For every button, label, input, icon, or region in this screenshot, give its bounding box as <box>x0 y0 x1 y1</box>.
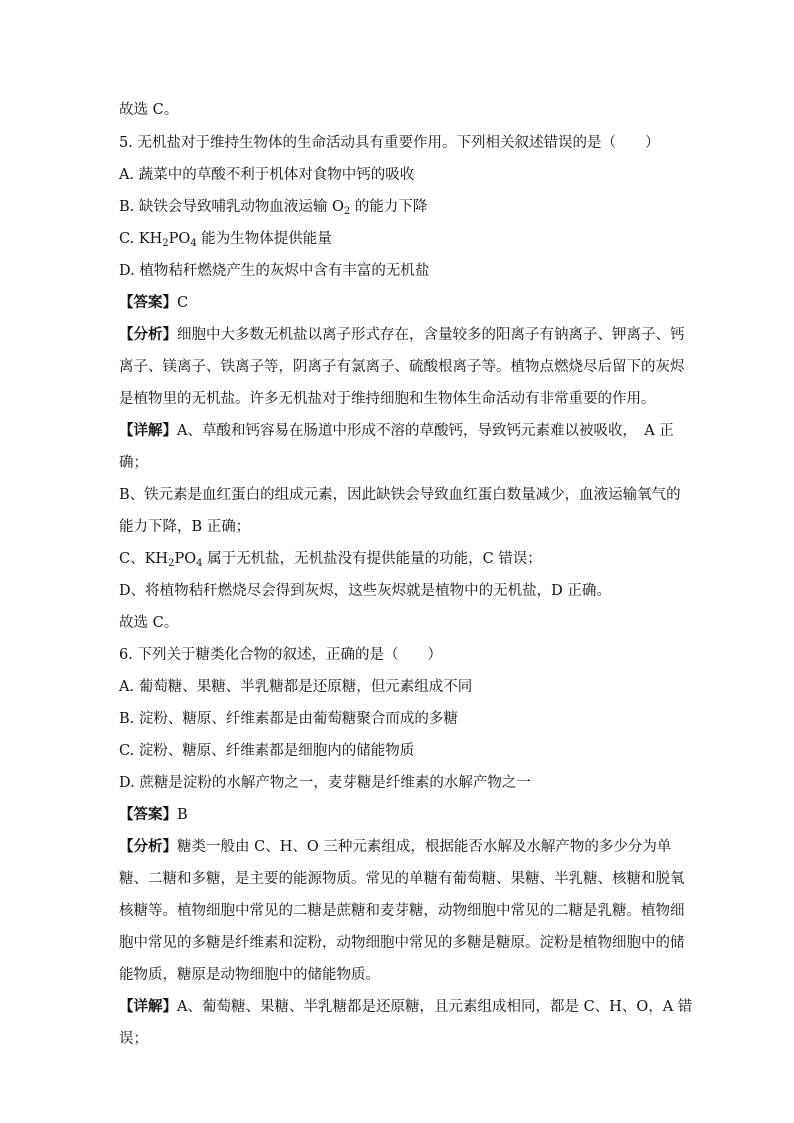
q5-detail-a-line-1 <box>119 421 674 441</box>
q5-analysis-line-2: 离子、镁离子、铁离子等，阴离子有氯离子、硫酸根离子等。植物点燃烧尽后留下的灰烬 <box>119 359 685 375</box>
q5-detail-d: D、将植物秸秆燃烧尽会得到灰烬，这些灰烬就是植物中的无机盐，D 正确。 <box>119 583 611 599</box>
q4-conclusion: 故选 C。 <box>119 102 179 118</box>
q5-detail-c-sub1: 2 <box>168 558 175 569</box>
q5-stem: 5. 无机盐对于维持生物体的生命活动具有重要作用。下列相关叙述错误的是（ ） <box>119 135 660 151</box>
q5-option-b <box>119 197 427 217</box>
q5-detail-c <box>119 549 542 569</box>
q6-option-c: C. 淀粉、糖原、纤维素都是细胞内的储能物质 <box>119 743 415 759</box>
q5-detail-a-line-2: 确； <box>119 455 148 471</box>
q6-option-d: D. 蔗糖是淀粉的水解产物之一，麦芽糖是纤维素的水解产物之一 <box>119 775 531 791</box>
q5-analysis-line-3: 是植物里的无机盐。许多无机盐对于维持细胞和生物体生命活动有非常重要的作用。 <box>119 391 656 407</box>
q5-detail-b-line-1: B、铁元素是血红蛋白的组成元素，因此缺铁会导致血红蛋白数量减少，血液运输氧气的 <box>119 487 681 503</box>
q6-analysis-line-5: 能物质，糖原是动物细胞中的储能物质。 <box>119 967 380 983</box>
q5-option-c <box>119 229 332 249</box>
q5-detail-a-text: A、草酸和钙容易在肠道中形成不溶的草酸钙，导致钙元素难以被吸收， A 正 <box>177 423 674 439</box>
q5-option-d: D. 植物秸秆燃烧产生的灰烬中含有丰富的无机盐 <box>119 263 430 279</box>
q5-answer-value: C <box>177 295 189 311</box>
q6-option-a: A. 葡萄糖、果糖、半乳糖都是还原糖，但元素组成不同 <box>119 679 473 695</box>
q5-option-a: A. 蔬菜中的草酸不利于机体对食物中钙的吸收 <box>119 167 415 183</box>
q6-detail-a-text: A、葡萄糖、果糖、半乳糖都是还原糖，且元素组成相同，都是 C、H、O，A 错 <box>177 999 693 1015</box>
q5-detail-c-sub2: 4 <box>196 558 203 569</box>
q5-option-c-mid: PO <box>168 231 191 247</box>
q5-option-b-text: B. 缺铁会导致哺乳动物血液运输 O <box>119 199 344 215</box>
q5-detail-c-text: C、KH <box>119 551 169 567</box>
q5-detail-tag: 【详解】 <box>119 422 177 439</box>
q6-answer-tag: 【答案】 <box>119 806 177 823</box>
q6-analysis-line-3: 核糖等。植物细胞中常见的二糖是蔗糖和麦芽糖，动物细胞中常见的二糖是乳糖。植物细 <box>119 903 685 919</box>
q6-answer-value: B <box>177 807 188 823</box>
q6-detail-tag: 【详解】 <box>119 998 177 1015</box>
q5-option-c-sub1: 2 <box>162 238 169 249</box>
q5-option-c-sub2: 4 <box>190 238 197 249</box>
q5-analysis-tag: 【分析】 <box>119 326 177 343</box>
q5-conclusion: 故选 C。 <box>119 615 179 631</box>
q5-option-b-text-end: 的能力下降 <box>350 199 428 215</box>
q6-analysis-text-1: 糖类一般由 C、H、O 三种元素组成，根据能否水解及水解产物的多少分为单 <box>177 839 672 855</box>
q6-option-b: B. 淀粉、糖原、纤维素都是由葡萄糖聚合而成的多糖 <box>119 711 458 727</box>
q5-option-b-subscript: 2 <box>343 206 351 217</box>
q5-detail-c-mid: PO <box>174 551 197 567</box>
q5-option-c-text-end: 能为生物体提供能量 <box>196 231 332 247</box>
q6-analysis-tag: 【分析】 <box>119 838 177 855</box>
q6-analysis-line-4: 胞中常见的多糖是纤维素和淀粉，动物细胞中常见的多糖是糖原。淀粉是植物细胞中的储 <box>119 935 685 951</box>
q5-detail-c-text-end: 属于无机盐，无机盐没有提供能量的功能，C 错误； <box>202 551 542 567</box>
q6-detail-a-line-1 <box>119 997 692 1017</box>
q6-detail-a-line-2: 误； <box>119 1031 148 1047</box>
q5-analysis-line-1 <box>119 325 685 345</box>
q6-stem: 6. 下列关于糖类化合物的叙述，正确的是（ ） <box>119 647 442 663</box>
q6-analysis-line-2: 糖、二糖和多糖，是主要的能源物质。常见的单糖有葡萄糖、果糖、半乳糖、核糖和脱氧 <box>119 871 685 887</box>
q5-option-c-text: C. KH <box>119 231 163 247</box>
q5-detail-b-line-2: 能力下降，B 正确； <box>119 519 251 535</box>
q6-analysis-line-1 <box>119 837 671 857</box>
q5-analysis-text-1: 细胞中大多数无机盐以离子形式存在，含量较多的阳离子有钠离子、钾离子、钙 <box>177 327 685 343</box>
q5-answer-tag: 【答案】 <box>119 294 177 311</box>
q5-answer <box>119 293 188 313</box>
q6-answer <box>119 805 188 825</box>
